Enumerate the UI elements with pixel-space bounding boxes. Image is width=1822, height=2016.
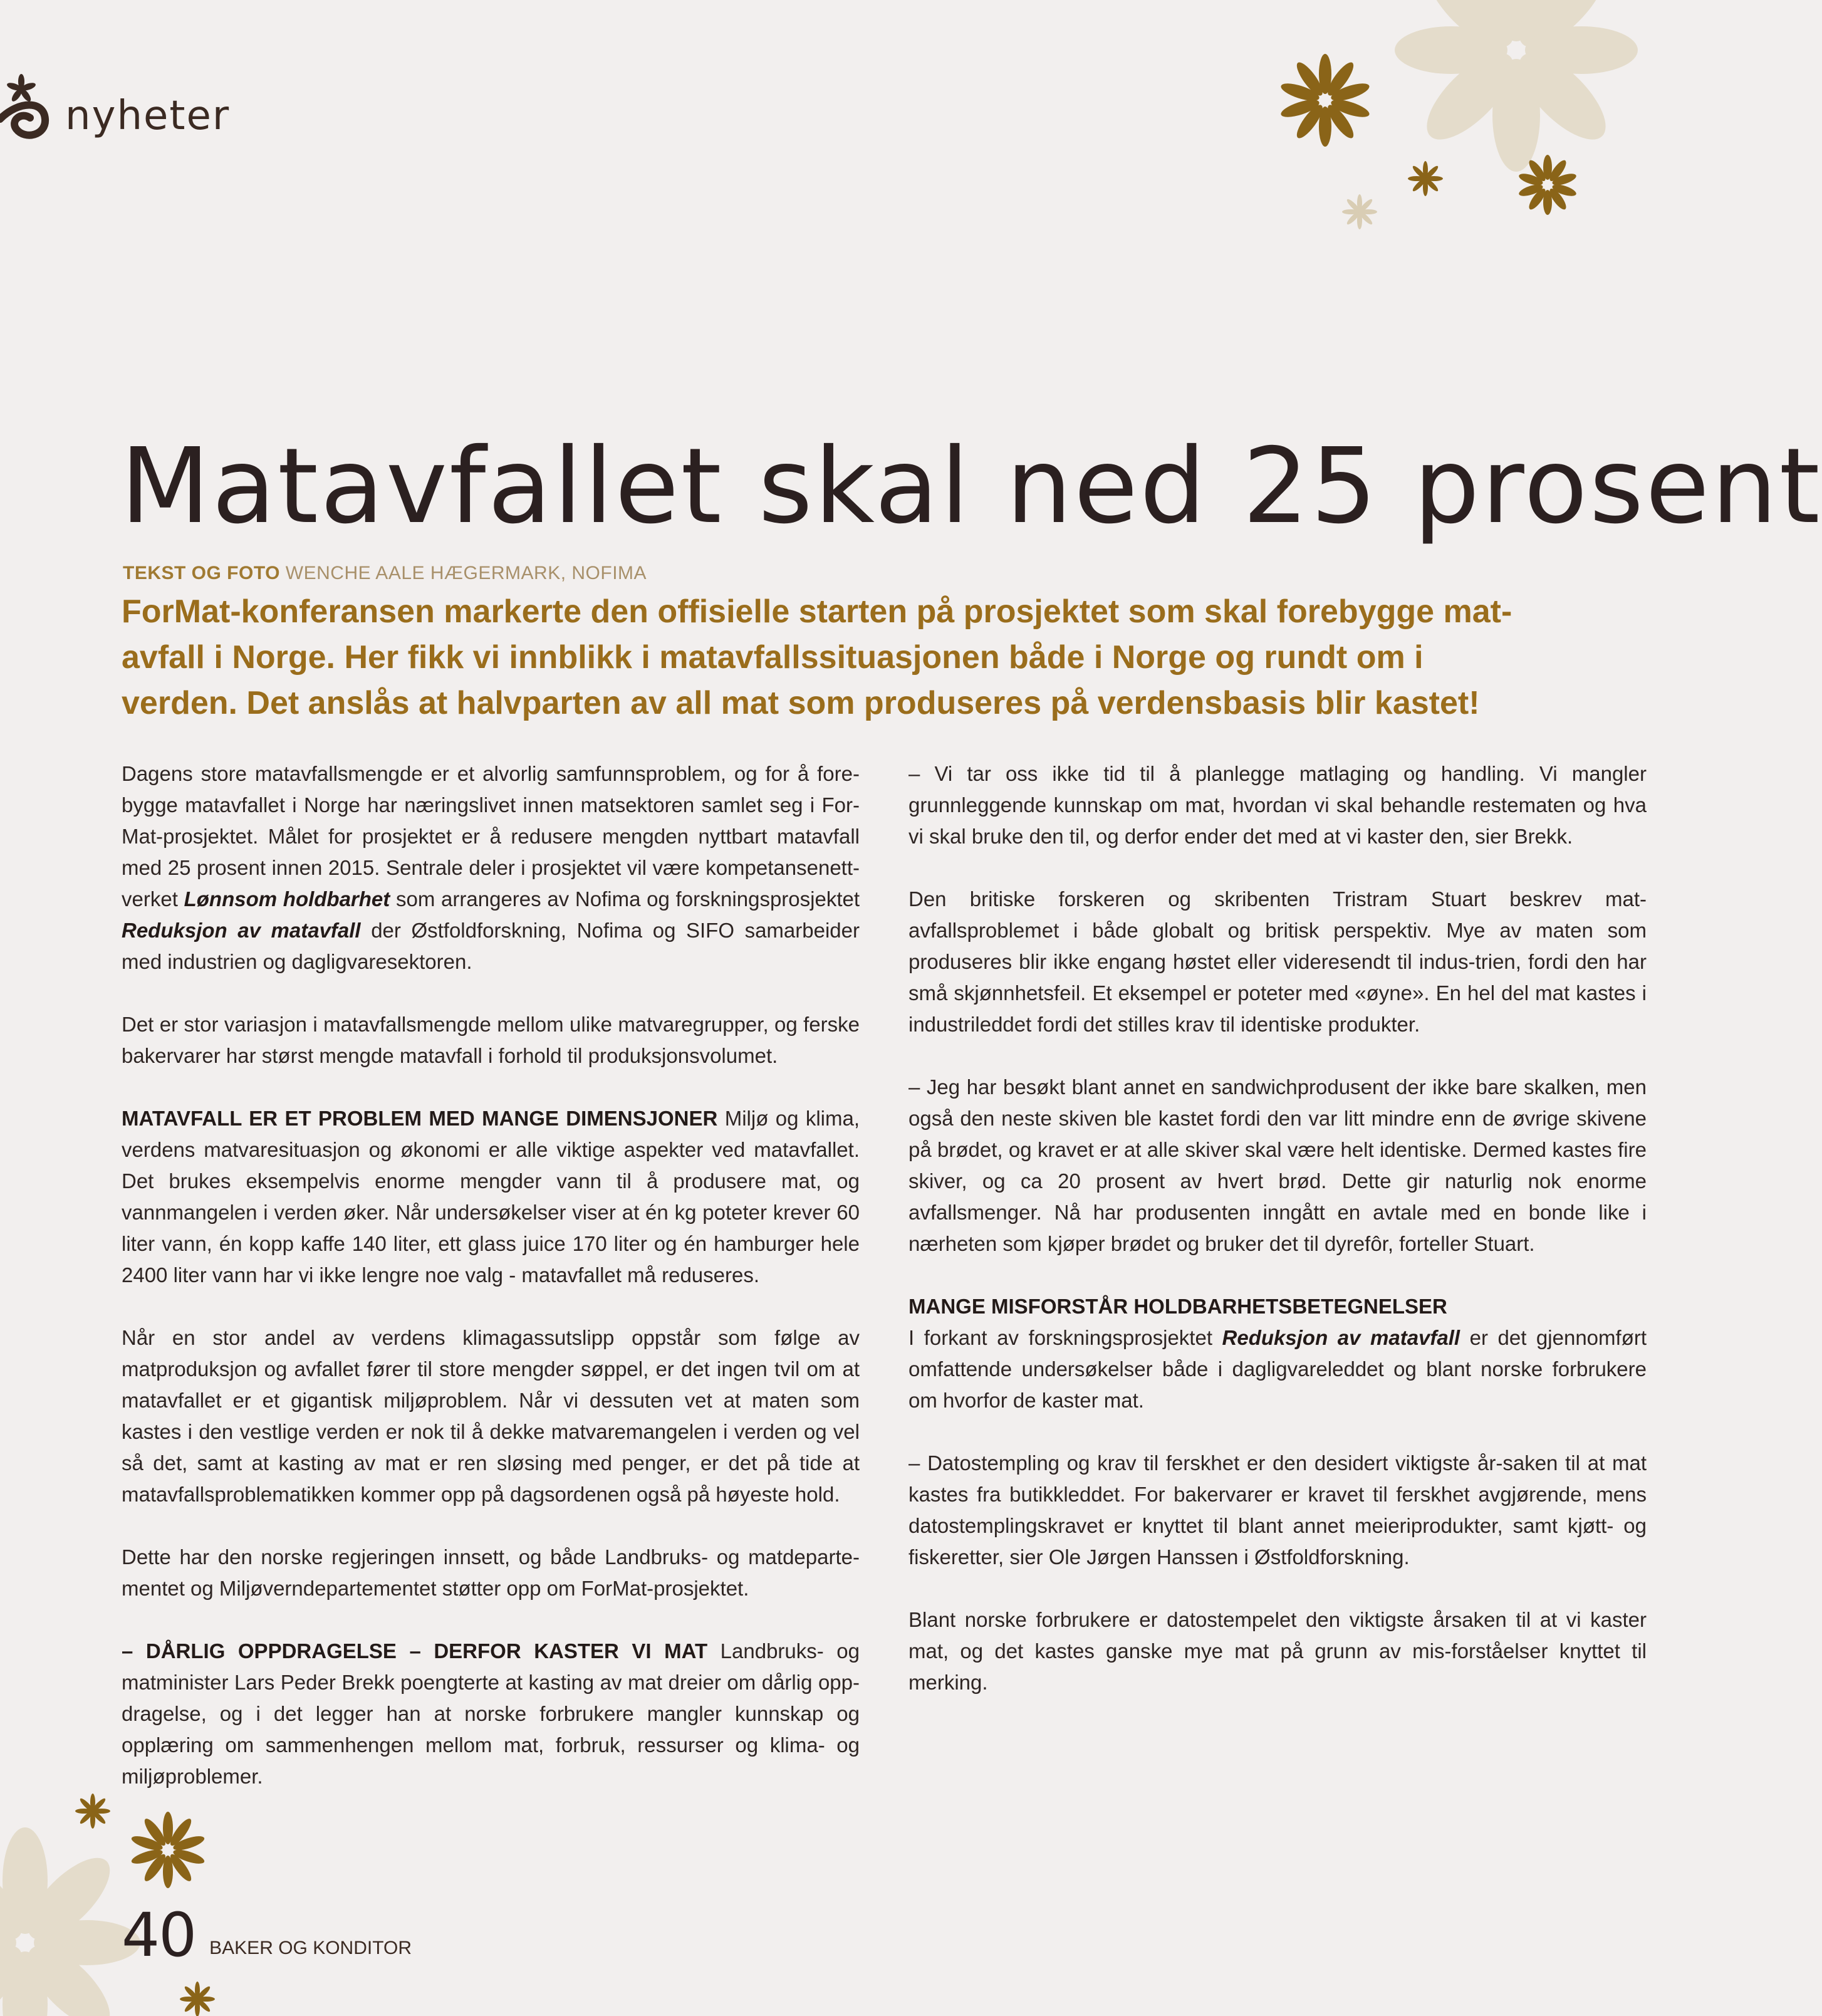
section-tag [0, 75, 230, 157]
body-paragraph [122, 758, 860, 978]
small-star-flower-icon [180, 1982, 215, 2016]
body-paragraph: – Jeg har besøkt blant annet en sandwichprodusent der ikke bare skalken, men også den neste skiven ble kastet fordi den var litt mindre enn de øvrige skivene på brødet, og kravet er at alle skiver skal være helt identiske. Dermed kastes fire skiver, og ca 20 prosent av hvert brød. Dette gir naturlig nok enorme avfallsmenger. Nå har produsenten inngått en avtale med en bonde like i nærheten som kjøper brødet og bruker det til dyrefôr, forteller Stuart. [908, 1075, 1647, 1255]
body-paragraph [122, 1103, 860, 1291]
subheading: MATAVFALL ER ET PROBLEM MED MANGE DIMENSJONER [122, 1107, 718, 1130]
byline [123, 563, 647, 584]
page-number: 40 [122, 1900, 196, 1970]
paragraph-text: er det gjennomført omfattende undersøkelser både i dagligvareleddet og blant norske forbrukere om hvorfor de kaster mat. [908, 1326, 1647, 1412]
paragraph-text: I forkant av forskningsprosjektet [908, 1326, 1212, 1349]
page-folio [122, 1900, 412, 1970]
body-paragraph: Dette har den norske regjeringen innsett, og både Landbruks- og matdeparte-mentet og Miljøverndepartementet støtter opp om ForMat-prosjektet. [122, 1545, 860, 1600]
paragraph-text: som arrangeres av Nofima og forskningsprosjektet [396, 887, 860, 911]
body-paragraph: Det er stor variasjon i matavfallsmengde mellom ulike matvaregrupper, og ferske bakervarer har størst mengde matavfall i forhold til produksjonsvolumet. [122, 1013, 860, 1067]
big-flower-icon [1395, 0, 1638, 172]
byline-label: TEKST OG FOTO [123, 563, 280, 583]
section-label: nyheter [65, 93, 231, 139]
magazine-name: BAKER OG KONDITOR [209, 1938, 412, 1958]
big-flower-icon [0, 1827, 140, 2016]
project-name-emphasis: Lønnsom holdbarhet [184, 887, 390, 911]
article-headline: Matavfallet skal ned 25 prosent [120, 426, 1822, 547]
body-paragraph: Når en stor andel av verdens klimagassutslipp oppstår som følge av matproduksjon og avfallet fører til store mengder søppel, er det ingen tvil om at matavfallet er et gigantisk miljøproblem. Når vi dessuten vet at maten som kastes i den vestlige verden er nok til å dekke matvaremangelen i verden og vel så det, samt at kasting av mat er ren sløsing med penger, er det på tide at matavfallsproblematikken kommer opp på dagsordenen også på høyeste hold. [122, 1326, 860, 1506]
body-paragraph: Den britiske forskeren og skribenten Tristram Stuart beskrev mat-avfallsproblemet i både globalt og britisk perspektiv. Mye av maten som produseres blir ikke engang høstet eller videresendt til indus-trien, fordi den har små skjønnhetsfeil. Et eksempel er poteter med «øyne». En hel del mat kastes i industrileddet fordi det stilles krav til identiske produkter. [908, 887, 1647, 1036]
paragraph-text: der Østfoldforskning, Nofima og SIFO samarbeider med industrien og dagligvaresektoren. [122, 919, 860, 973]
body-paragraph: – Vi tar oss ikke tid til å planlegge matlaging og handling. Vi mangler grunnleggende kunnskap om mat, hvordan vi skal behandle restematen og hva vi skal bruke den til, og derfor ender det med at vi kaster den, sier Brekk. [908, 762, 1647, 848]
decor-flowers-bottom-left [0, 1755, 326, 2016]
project-name-emphasis: Reduksjon av matavfall [122, 919, 361, 942]
section-swirl-icon [0, 75, 56, 157]
body-paragraph: – Datostempling og krav til ferskhet er den desidert viktigste år-saken til at mat kastes fra butikkleddet. For bakervarer er kravet til ferskhet avgjørende, mens datostemplingskravet er knyttet til blant annet meieriprodukter, samt kjøtt- og fiskeretter, sier Ole Jørgen Hanssen i Østfoldforskning. [908, 1451, 1647, 1569]
article-lead: ForMat-konferansen markerte den offisielle starten på prosjektet som skal forebygge mat-avfall i Norge. Her fikk vi innblikk i matavfallssituasjonen både i Norge og rundt om i verden. Det anslås at halvparten av all mat som produseres på verdensbasis blir kastet! [122, 593, 1512, 721]
article-column-right [908, 758, 1647, 1730]
small-star-flower-icon [1342, 194, 1377, 229]
byline-authors: WENCHE AALE HÆGERMARK, NOFIMA [285, 563, 647, 583]
subheading: MANGE MISFORSTÅR HOLDBARHETSBETEGNELSER [908, 1295, 1447, 1318]
paragraph-text: Landbruks- og matminister Lars Peder Brekk poengterte at kasting av mat dreier om dårlig opp-dragelse, og i det legger han at norske forbrukere mangler kunnskap og opplæring om sammenhengen mellom mat, forbruk, ressurser og klima- og miljøproblemer. [122, 1639, 860, 1788]
subheading: – DÅRLIG OPPDRAGELSE – DERFOR KASTER VI MAT [122, 1639, 708, 1663]
article-column-left [122, 758, 860, 1824]
body-paragraph [908, 1291, 1647, 1416]
paragraph-text: Miljø og klima, verdens matvaresituasjon og økonomi er alle viktige aspekter ved matavfallet. Det brukes eksempelvis enorme mengder vann til å produsere mat, og vannmangelen i verden øker. Når undersøkelser viser at én kg poteter krever 60 liter vann, én kopp kaffe 140 liter, ett glass juice 170 liter og én hamburger hele 2400 liter vann har vi ikke lengre noe valg - matavfallet må reduseres. [122, 1107, 860, 1287]
small-star-flower-icon [75, 1794, 110, 1829]
paragraph-text: Dagens store matavfallsmengde er et alvorlig samfunnsproblem, og for å fore-bygge matavfallet i Norge har næringslivet innen matsektoren samlet seg i For-Mat-prosjektet. Målet for prosjektet er å redusere mengden nyttbart matavfall med 25 prosent innen 2015. Sentrale deler i prosjektet vil være kompetansenett-verket [122, 762, 860, 911]
small-star-flower-icon [1408, 161, 1443, 196]
flower-ornament-icon [1279, 54, 1372, 147]
body-paragraph: Blant norske forbrukere er datostempelet den viktigste årsaken til at vi kaster mat, og det kastes ganske mye mat på grunn av mis-forståelser knyttet til merking. [908, 1608, 1647, 1694]
decor-flowers-top-right [1190, 0, 1594, 301]
flower-ornament-icon [130, 1812, 206, 1888]
project-name-emphasis: Reduksjon av matavfall [1222, 1326, 1460, 1349]
